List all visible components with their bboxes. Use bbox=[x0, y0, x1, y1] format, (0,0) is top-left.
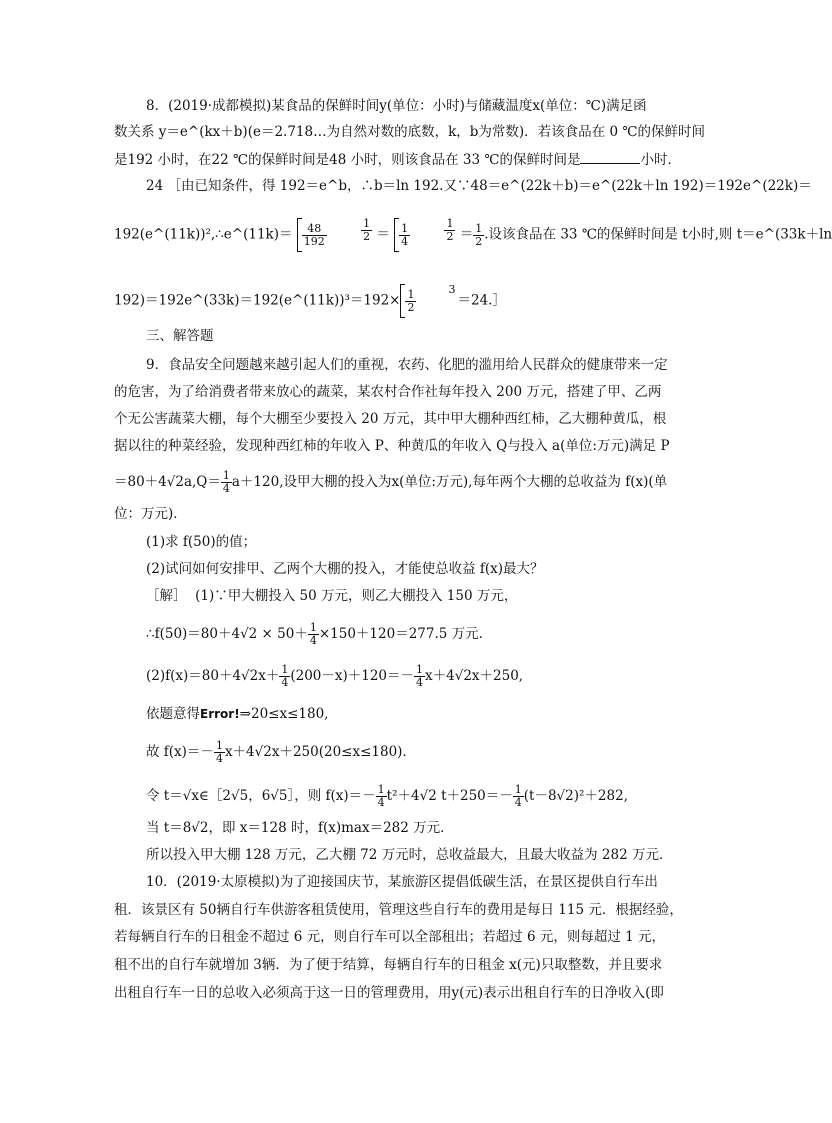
s4-b: ⇒20≤x≤180, bbox=[239, 706, 329, 722]
s3-c: x＋4√2x＋250, bbox=[425, 668, 524, 684]
exponent-half: $\frac{1}{2}$ bbox=[446, 217, 454, 243]
q10-para-2: 租．该景区有 50辆自行车供游客租赁使用，管理这些自行车的费用是每日 115 元．根据经验， bbox=[114, 902, 683, 918]
q8-ans3-end: ＝24.］ bbox=[457, 292, 506, 309]
q8-answer-line-2 bbox=[114, 218, 832, 252]
q8-ans2-text-end: .设该食品在 33 ℃的保鲜时间是 t小时,则 t＝e^(33k＋ln bbox=[484, 226, 832, 243]
q9-solution-line-3 bbox=[146, 664, 523, 689]
fraction-quarter: $\frac{1}{4}$ bbox=[222, 469, 230, 495]
equals-sign: ＝ bbox=[459, 226, 474, 243]
s3-a: (2)f(x)＝80＋4√2x＋ bbox=[146, 668, 280, 684]
q9-para-6: 位：万元)． bbox=[114, 506, 187, 522]
s6-b: t²＋4√2 t＋250＝－ bbox=[386, 788, 513, 804]
q9-solution-line-2 bbox=[146, 622, 492, 647]
q9-solution-line-4 bbox=[146, 704, 328, 724]
q9-para-1: 9．食品安全问题越来越引起人们的重视，农药、化肥的滥用给人民群众的健康带来一定 bbox=[146, 357, 668, 373]
q10-para-5: 出租自行车一日的总收入必须高于这一日的管理费用，用y(元)表示出租自行车的日净收入(即 bbox=[114, 985, 664, 1001]
q10-para-1: 10．(2019·太原模拟)为了迎接国庆节，某旅游区提倡低碳生活，在景区提供自行车出 bbox=[146, 874, 658, 890]
fraction-1-4: $\frac{1}{4}$ bbox=[401, 221, 409, 248]
fraction-quarter: $\frac{1}{4}$ bbox=[309, 621, 317, 647]
q9-solution-line-7: 当 t＝8√2，即 x＝128 时，f(x)max＝282 万元． bbox=[146, 820, 454, 836]
fraction-quarter: $\frac{1}{4}$ bbox=[215, 739, 223, 765]
q9-solution-line-5 bbox=[146, 740, 416, 765]
equals-sign: ＝ bbox=[376, 226, 390, 243]
fraction-half: $\frac{1}{2}$ bbox=[407, 287, 415, 314]
q8-line-3-text: 是192 小时，在22 ℃的保鲜时间是48 小时，则该食品在 33 ℃的保鲜时间是 bbox=[114, 152, 581, 168]
s2-b: ×150＋120＝277.5 万元． bbox=[318, 626, 493, 642]
error-text: Error! bbox=[200, 707, 240, 721]
answer-blank bbox=[580, 149, 640, 164]
q10-para-3: 若每辆自行车的日租金不超过 6 元，则自行车可以全部租出；若超过 6 元，则每超过 1 元， bbox=[114, 929, 666, 945]
s6-a: 令 t＝√x∈［2√5，6√5］，则 f(x)＝－ bbox=[146, 788, 376, 804]
q9-solution-line-6 bbox=[146, 784, 628, 809]
q9-para-5 bbox=[114, 470, 667, 495]
exponent-three: 3 bbox=[448, 283, 456, 296]
fraction-half: $\frac{1}{2}$ bbox=[475, 221, 483, 248]
q8-answer-line-1: 24 ［由已知条件，得 192＝e^b，∴b＝ln 192.又∵48＝e^(22k＋b)＝e^(22k＋ln 192)＝192e^(22k)＝ bbox=[146, 178, 812, 194]
q8-ans3-text: 192)＝192e^(33k)＝192(e^(11k))³＝192× bbox=[114, 292, 401, 309]
q9-solution-line-8: 所以投入甲大棚 128 万元，乙大棚 72 万元时，总收益最大，且最大收益为 282 万元． bbox=[146, 847, 673, 863]
s2-a: ∴f(50)＝80＋4√2 × 50＋ bbox=[146, 626, 308, 642]
q8-ans2-text: 192(e^(11k))²,∴e^(11k)＝ bbox=[114, 226, 293, 243]
s5-a: 故 f(x)＝－ bbox=[146, 744, 214, 760]
q9-subquestion-2: (2)试问如何安排甲、乙两个大棚的投入，才能使总收益 f(x)最大？ bbox=[146, 561, 544, 577]
s3-b: (200－x)＋120＝－ bbox=[290, 668, 415, 684]
q9-solution-line-1 bbox=[146, 586, 517, 606]
q9-para-4: 据以往的种菜经验，发现种西红柿的年收入 P、种黄瓜的年收入 Q与投入 a(单位:万元)满足 P bbox=[114, 438, 670, 454]
fraction-quarter: $\frac{1}{4}$ bbox=[514, 783, 522, 809]
section-heading: 三、解答题 bbox=[146, 328, 214, 344]
q10-para-4: 租不出的自行车就增加 3辆．为了便于结算，每辆自行车的日租金 x(元)只取整数，并且要求 bbox=[114, 957, 663, 973]
q9-p5-b: a＋120,设甲大棚的投入为x(单位:万元),每年两个大棚的总收益为 f(x)(单 bbox=[231, 474, 668, 490]
q9-subquestion-1: (1)求 f(50)的值； bbox=[146, 534, 257, 550]
s6-c: (t－8√2)²＋282, bbox=[523, 788, 628, 804]
q8-line-1: 8．(2019·成都模拟)某食品的保鲜时间y(单位：小时)与储藏温度x(单位：℃)满足函 bbox=[146, 98, 647, 114]
fraction-quarter: $\frac{1}{4}$ bbox=[377, 783, 385, 809]
q9-p5-a: ＝80＋4√2a,Q＝ bbox=[114, 474, 221, 490]
q8-line-3 bbox=[114, 149, 681, 170]
solution-tag: ［解］ bbox=[146, 588, 187, 604]
fraction-quarter: $\frac{1}{4}$ bbox=[281, 663, 289, 689]
s5-b: x＋4√2x＋250(20≤x≤180)． bbox=[224, 744, 416, 760]
s4-a: 依题意得 bbox=[146, 706, 200, 722]
q8-answer-line-3 bbox=[114, 284, 506, 318]
exponent-half: $\frac{1}{2}$ bbox=[363, 217, 371, 243]
q9-para-3: 个无公害蔬菜大棚，每个大棚至少要投入 20 万元，其中甲大棚种西红柿，乙大棚种黄瓜，根 bbox=[114, 411, 667, 427]
solution-text: (1)∵甲大棚投入 50 万元，则乙大棚投入 150 万元， bbox=[195, 588, 518, 604]
fraction-48-192: $\frac{48}{192}$ bbox=[303, 221, 325, 248]
fraction-quarter: $\frac{1}{4}$ bbox=[416, 663, 424, 689]
q9-para-2: 的危害，为了给消费者带来放心的蔬菜，某农村合作社每年投入 200 万元，搭建了甲、乙两 bbox=[114, 384, 662, 400]
q8-line-3-end: 小时． bbox=[640, 152, 681, 168]
q8-line-2: 数关系 y＝e^(kx＋b)(e＝2.718…为自然对数的底数，k，b为常数)．若该食品在 0 ℃的保鲜时间 bbox=[114, 124, 705, 140]
